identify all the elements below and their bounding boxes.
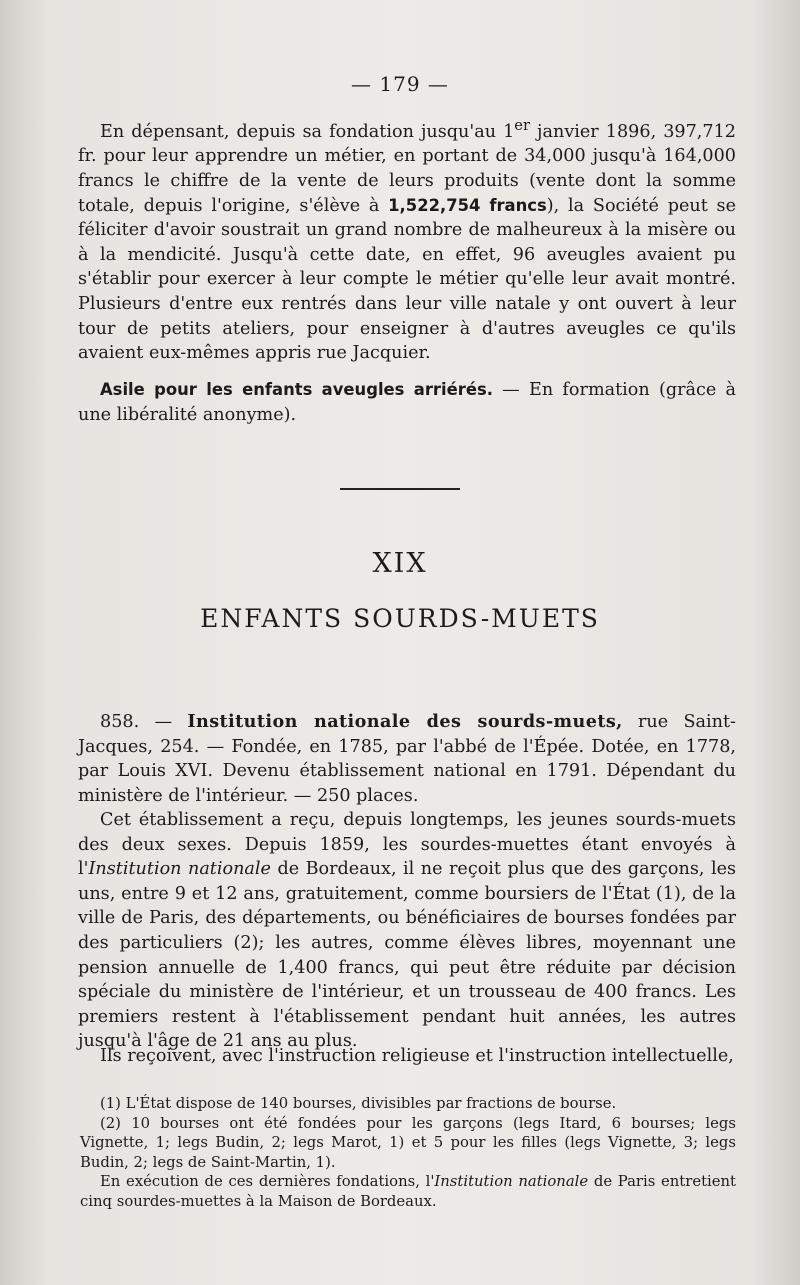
p1-text-before: En dépensant, depuis sa fondation jusqu'au 1 bbox=[100, 121, 515, 142]
asile-text: — En formation (grâce à une libéralité anonyme). bbox=[78, 380, 736, 425]
section-858-number: 858. — bbox=[100, 712, 188, 732]
footnote-3-italic: Institution nationale bbox=[434, 1173, 589, 1191]
paragraph-etablissement bbox=[78, 808, 736, 1054]
p1-text-mid: janvier 1896, 397,712 fr. pour leur apprendre un métier, en portant de 34,000 jusqu'à 164,000 francs le chiffre de la vente de leurs produits (vente dont la somme totale, depuis l'origine, s'élève à bbox=[78, 121, 736, 216]
etab-text-after: de Bordeaux, il ne reçoit plus que des garçons, les uns, entre 9 et 12 ans, gratuitement, comme boursiers de l'État (1), de la ville de Paris, des départements, ou bénéficiaires de bourses fondées par des particuliers (2); les autres, comme élèves libres, moyennant une pension annuelle de 1,400 francs, qui peut être réduite par décision spéciale du ministère de l'intérieur, et un trousseau de 400 francs. Les premiers restent à l'établissement pendant huit années, les autres jusqu'à l'âge de 21 ans au plus. bbox=[78, 859, 737, 1052]
chapter-title: ENFANTS SOURDS-MUETS bbox=[200, 604, 600, 633]
paragraph-ils-recoivent bbox=[78, 1044, 736, 1069]
etab-italic-institution: Institution nationale bbox=[88, 859, 271, 880]
paragraph-asile bbox=[78, 378, 736, 427]
asile-title: Asile pour les enfants aveugles arriérés. bbox=[100, 380, 493, 399]
ils-text: Ils reçoivent, avec l'instruction religieuse et l'instruction intellectuelle, bbox=[100, 1046, 734, 1066]
footnotes bbox=[80, 1094, 736, 1212]
section-divider bbox=[340, 488, 460, 490]
etab-text-before: Cet établissement a reçu, depuis longtemps, les jeunes sourds-muets des deux sexes. Depuis 1859, les sourdes-muettes étant envoyés à l' bbox=[78, 810, 736, 880]
footnote-2: (2) 10 bourses ont été fondées pour les garçons (legs Itard, 6 bourses; legs Vignette, 1; legs Budin, 2; legs Marot, 1) et 5 pour les filles (legs Vignette, 3; legs Budin, 2; legs de Saint-Martin, 1). bbox=[80, 1114, 736, 1171]
section-858-text: rue Saint-Jacques, 254. — Fondée, en 1785, par l'abbé de l'Épée. Dotée, en 1778, par Louis XVI. Devenu établissement national en 1791. Dépendant du ministère de l'intérieur. — 250 places. bbox=[78, 712, 736, 806]
chapter-number: XIX bbox=[372, 548, 428, 579]
section-858 bbox=[78, 710, 736, 808]
p1-superscript: er bbox=[514, 117, 530, 134]
p1-text-after: ), la Société peut se féliciter d'avoir soustrait un grand nombre de malheureux à la misère ou à la mendicité. Jusqu'à cette date, en effet, 96 aveugles avaient pu s'établir pour exercer à leur compte le métier qu'elle leur avait montré. Plusieurs d'entre eux rentrés dans leur ville natale y ont ouvert à leur tour de petits ateliers, pour enseigner à d'autres aveugles ce qu'ils avaient eux-mêmes appris rue Jacquier. bbox=[78, 195, 736, 364]
footnote-3 bbox=[80, 1172, 736, 1211]
footnote-3-before: En exécution de ces dernières fondations, l' bbox=[100, 1173, 435, 1191]
page-number: — 179 — bbox=[351, 72, 449, 96]
footnote-1: (1) L'État dispose de 140 bourses, divisibles par fractions de bourse. bbox=[100, 1095, 617, 1112]
section-858-title: Institution nationale des sourds-muets, bbox=[187, 711, 623, 732]
p1-total-amount: 1,522,754 francs bbox=[388, 195, 547, 215]
footnote-3-after: de Paris entretient cinq sourdes-muettes à la Maison de Bordeaux. bbox=[80, 1173, 736, 1210]
paragraph-societe-results bbox=[78, 114, 736, 366]
